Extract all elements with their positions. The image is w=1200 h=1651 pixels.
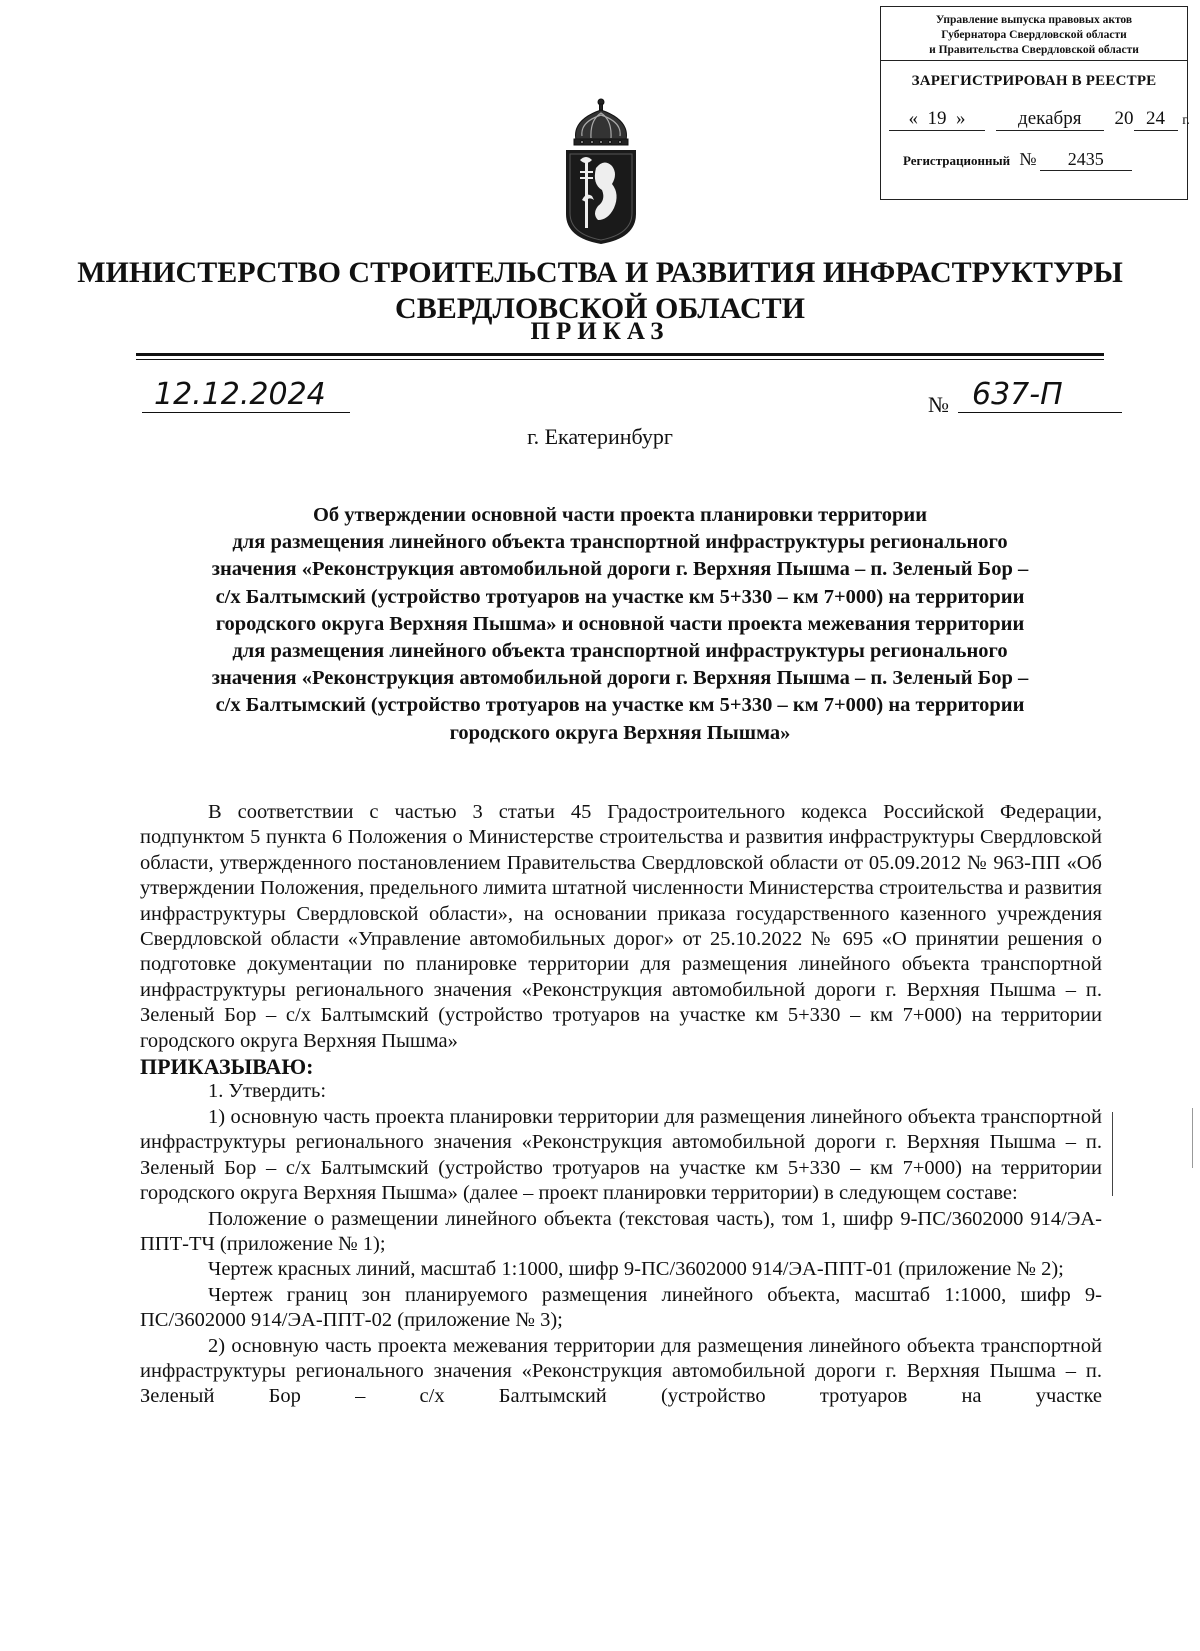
- composition-item: Чертеж красных линий, масштаб 1:1000, шифр 9-ПС/3602000 914/ЭА-ППТ-01 (приложение № 2);: [208, 1258, 1064, 1281]
- order-number-label: №: [928, 392, 949, 417]
- stamp-day: 19: [927, 108, 947, 129]
- title-line: городского округа Верхняя Пышма» и основной части проекта межевания территории: [215, 612, 1025, 635]
- title-line: значения «Реконструкция автомобильной дороги г. Верхняя Пышма – п. Зеленый Бор –: [211, 558, 1029, 581]
- ministry-line: МИНИСТЕРСТВО СТРОИТЕЛЬСТВА И РАЗВИТИЯ ИНФРАСТРУКТУРЫ: [77, 256, 1123, 289]
- header-rule-thick: [136, 353, 1104, 356]
- stamp-reg-number-row: [881, 149, 1187, 171]
- coat-of-arms-icon: [562, 96, 640, 246]
- title-line: значения «Реконструкция автомобильной дороги г. Верхняя Пышма – п. Зеленый Бор –: [211, 667, 1029, 690]
- city: г. Екатеринбург: [527, 424, 673, 449]
- stamp-dept-line: и Правительства Свердловской области: [929, 44, 1139, 56]
- composition-item: Чертеж границ зон планируемого размещения линейного объекта, масштаб 1:1000, шифр 9-ПС/3602000 914/ЭА-ППТ-02 (приложение № 3);: [140, 1283, 1102, 1332]
- stamp-registered-label: ЗАРЕГИСТРИРОВАН В РЕЕСТРЕ: [911, 73, 1157, 89]
- order-number-handwritten: 637-П: [958, 378, 1122, 413]
- title-line: Об утверждении основной части проекта планировки территории: [312, 504, 928, 526]
- order-date-handwritten: 12.12.2024: [142, 378, 350, 413]
- stamp-year-mark: г.: [1182, 113, 1190, 128]
- document-type: ПРИКАЗ: [530, 318, 670, 345]
- ministry-line: СВЕРДЛОВСКОЙ ОБЛАСТИ: [395, 292, 805, 325]
- stamp-year-prefix: 20: [1114, 108, 1134, 129]
- stamp-date: [881, 108, 1190, 131]
- order-body: [140, 800, 1102, 1410]
- title-line: городского округа Верхняя Пышма»: [449, 721, 791, 744]
- stamp-dept-line: Управление выпуска правовых актов: [935, 14, 1133, 26]
- item-1-subitem-1: 1) основную часть проекта планировки территории для размещения линейного объекта транспортной инфраструктуры регионального значения «Реконструкция автомобильной дороги г. Верхняя Пышма – п. Зеленый Бор – с/х Балтымский (устройство тротуаров на участке км 5+330 – км 7+000) на территории городского округа Верхняя Пышма» (далее – проект планировки территории) в следующем составе:: [140, 1105, 1102, 1205]
- stamp-day-field: [889, 108, 985, 131]
- order-title: [140, 502, 1100, 747]
- command-word: ПРИКАЗЫВАЮ:: [140, 1054, 314, 1080]
- scan-margin-mark: [1112, 1112, 1113, 1196]
- stamp-dept-line: Губернатора Свердловской области: [941, 29, 1127, 41]
- title-line: с/х Балтымский (устройство тротуаров на участке км 5+330 – км 7+000) на территории: [215, 694, 1025, 717]
- item-1-subitem-2: 2) основную часть проекта межевания территории для размещения линейного объекта транспортной инфраструктуры регионального значения «Реконструкция автомобильной дороги г. Верхняя Пышма – п. Зеленый Бор – с/х Балтымский (устройство тротуаров на участке: [140, 1334, 1102, 1408]
- registry-stamp: [880, 6, 1188, 200]
- preamble-paragraph: В соответствии с частью 3 статьи 45 Градостроительного кодекса Российской Федерации, подпунктом 5 пункта 6 Положения о Министерстве строительства и развития инфраструктуры Свердловской области, утвержденного постановлением Правительства Свердловской области от 05.09.2012 № 963-ПП «Об утверждении Положения, предельного лимита штатной численности Министерства строительства и развития инфраструктуры Свердловской области», на основании приказа государственного казенного учреждения Свердловской области «Управление автомобильных дорог» от 25.10.2022 № 695 «О принятии решения о подготовке документации по планировке территории для размещения линейного объекта транспортной инфраструктуры регионального значения «Реконструкция автомобильной дороги г. Верхняя Пышма – п. Зеленый Бор – с/х Балтымский (устройство тротуаров на участке км 5+330 – км 7+000) на территории городского округа Верхняя Пышма»: [140, 801, 1102, 1052]
- item-1: 1. Утвердить:: [208, 1080, 327, 1103]
- title-line: для размещения линейного объекта транспортной инфраструктуры регионального: [232, 531, 1008, 554]
- ministry-name: [0, 255, 1200, 327]
- scan-edge-mark: [1192, 1108, 1193, 1168]
- stamp-month: декабря: [996, 108, 1104, 131]
- stamp-no-sign: №: [1019, 149, 1037, 169]
- header-rule-thin: [136, 359, 1104, 360]
- stamp-reg-label: Регистрационный: [903, 153, 1011, 168]
- title-line: с/х Балтымский (устройство тротуаров на участке км 5+330 – км 7+000) на территории: [215, 585, 1025, 608]
- stamp-quote-close: »: [956, 108, 966, 129]
- stamp-quote-open: «: [908, 108, 918, 129]
- title-line: для размещения линейного объекта транспортной инфраструктуры регионального: [232, 640, 1008, 663]
- stamp-year-suffix: 24: [1134, 108, 1178, 131]
- stamp-reg-number: 2435: [1040, 149, 1132, 171]
- stamp-department: [881, 7, 1187, 61]
- composition-item: Положение о размещении линейного объекта (текстовая часть), том 1, шифр 9-ПС/3602000 914/ЭА-ППТ-ТЧ (приложение № 1);: [140, 1207, 1102, 1255]
